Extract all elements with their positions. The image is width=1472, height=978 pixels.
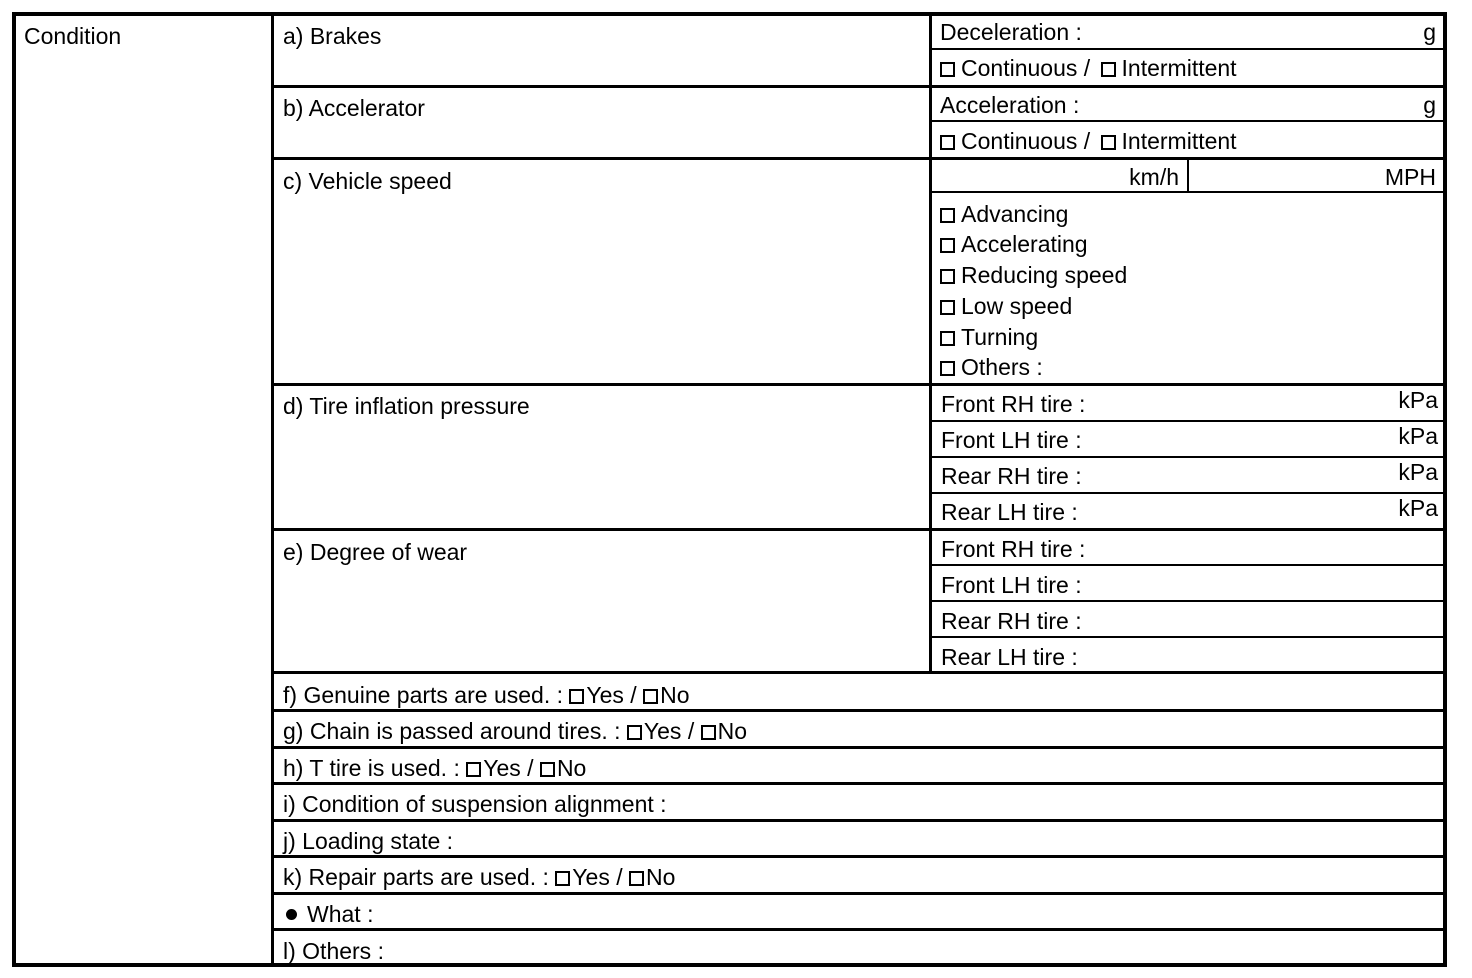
t-tire-label: h) T tire is used. : xyxy=(283,755,460,781)
accelerator-label: b) Accelerator xyxy=(283,95,425,121)
hline-accel-sub xyxy=(929,120,1447,122)
accel-intermittent-checkbox[interactable] xyxy=(1101,135,1116,150)
repair-yes-checkbox[interactable] xyxy=(555,871,570,886)
hline-after-brakes xyxy=(271,85,1447,88)
pressure-rear-rh-unit: kPa xyxy=(1398,459,1438,485)
hline-after-genuine xyxy=(271,709,1447,712)
wear-front-lh-label: Front LH tire : xyxy=(941,572,1082,598)
advancing-checkbox[interactable] xyxy=(940,208,955,223)
hline-pressure-3 xyxy=(929,492,1447,494)
low-speed-checkbox[interactable] xyxy=(940,300,955,315)
brakes-intermittent-label: Intermittent xyxy=(1121,55,1237,81)
low-speed-label: Low speed xyxy=(961,293,1073,319)
genuine-no-label: No xyxy=(660,682,690,708)
acceleration-label: Acceleration : xyxy=(940,92,1080,118)
suspension-label: i) Condition of suspension alignment : xyxy=(283,791,667,817)
speed-others-checkbox[interactable] xyxy=(940,361,955,376)
others-label: l) Others : xyxy=(283,938,384,964)
hline-wear-2 xyxy=(929,600,1447,602)
hline-after-chain xyxy=(271,746,1447,749)
hline-wear-1 xyxy=(929,564,1447,566)
chain-no-label: No xyxy=(717,718,748,744)
repair-yes-label: Yes / xyxy=(572,864,623,890)
hline-after-repair xyxy=(271,892,1447,895)
hline-pressure-2 xyxy=(929,456,1447,458)
wear-label: e) Degree of wear xyxy=(283,539,468,565)
hline-brakes-sub xyxy=(929,48,1447,50)
tire-pressure-label: d) Tire inflation pressure xyxy=(283,393,530,419)
t-tire-yes-checkbox[interactable] xyxy=(466,762,481,777)
hline-speed-sub xyxy=(929,191,1447,193)
wear-front-rh-label: Front RH tire : xyxy=(941,536,1086,562)
speed-option-turning xyxy=(940,323,1038,351)
divider-condition-column xyxy=(271,12,274,967)
brakes-mode-row xyxy=(940,54,1237,82)
brakes-label: a) Brakes xyxy=(283,23,382,49)
repair-parts-label: k) Repair parts are used. : xyxy=(283,864,549,890)
chain-yes-checkbox[interactable] xyxy=(627,725,642,740)
brakes-intermittent-checkbox[interactable] xyxy=(1101,62,1116,77)
speed-option-others xyxy=(940,353,1043,381)
hline-pressure-1 xyxy=(929,420,1447,422)
deceleration-unit: g xyxy=(1423,19,1436,45)
chain-no-checkbox[interactable] xyxy=(701,725,716,740)
accel-continuous-label: Continuous / xyxy=(961,128,1091,154)
speed-option-accelerating xyxy=(940,230,1088,258)
what-row xyxy=(286,900,373,928)
genuine-yes-label: Yes / xyxy=(586,682,637,708)
accel-intermittent-label: Intermittent xyxy=(1121,128,1237,154)
speed-option-advancing xyxy=(940,200,1068,228)
acceleration-unit: g xyxy=(1423,92,1436,118)
hline-after-wear xyxy=(271,671,1447,674)
hline-after-accelerator xyxy=(271,157,1447,160)
turning-checkbox[interactable] xyxy=(940,331,955,346)
vehicle-speed-label: c) Vehicle speed xyxy=(283,168,452,194)
genuine-yes-checkbox[interactable] xyxy=(569,689,584,704)
pressure-front-lh-label: Front LH tire : xyxy=(941,427,1082,453)
repair-no-checkbox[interactable] xyxy=(629,871,644,886)
t-tire-no-checkbox[interactable] xyxy=(540,762,555,777)
t-tire-row xyxy=(283,754,586,782)
wear-rear-lh-label: Rear LH tire : xyxy=(941,644,1078,670)
condition-label: Condition xyxy=(24,23,122,49)
hline-after-what xyxy=(271,928,1447,931)
genuine-no-checkbox[interactable] xyxy=(643,689,658,704)
hline-wear-3 xyxy=(929,636,1447,638)
hline-after-speed xyxy=(271,383,1447,386)
bullet-icon xyxy=(286,909,297,920)
speed-unit-kmh: km/h xyxy=(1129,164,1179,190)
t-tire-no-label: No xyxy=(556,755,587,781)
hline-after-ttire xyxy=(271,782,1447,785)
advancing-label: Advancing xyxy=(961,201,1069,227)
speed-option-low xyxy=(940,292,1072,320)
repair-parts-row xyxy=(283,863,675,891)
chain-yes-label: Yes / xyxy=(643,718,695,744)
brakes-continuous-label: Continuous / xyxy=(961,55,1091,81)
pressure-rear-lh-label: Rear LH tire : xyxy=(941,499,1078,525)
t-tire-yes-label: Yes / xyxy=(483,755,534,781)
pressure-rear-rh-label: Rear RH tire : xyxy=(941,463,1082,489)
loading-label: j) Loading state : xyxy=(283,828,454,854)
divider-value-column xyxy=(929,12,932,673)
pressure-front-rh-label: Front RH tire : xyxy=(941,391,1086,417)
accelerating-checkbox[interactable] xyxy=(940,238,955,253)
hline-after-pressure xyxy=(271,528,1447,531)
accelerator-mode-row xyxy=(940,127,1237,155)
genuine-parts-label: f) Genuine parts are used. : xyxy=(283,682,563,708)
reducing-speed-checkbox[interactable] xyxy=(940,269,955,284)
turning-label: Turning xyxy=(961,324,1039,350)
hline-after-suspension xyxy=(271,819,1447,822)
genuine-parts-row xyxy=(283,681,690,709)
repair-no-label: No xyxy=(646,864,676,890)
chain-label: g) Chain is passed around tires. : xyxy=(283,718,621,744)
pressure-front-lh-unit: kPa xyxy=(1398,423,1438,449)
wear-rear-rh-label: Rear RH tire : xyxy=(941,608,1082,634)
speed-unit-mph: MPH xyxy=(1384,164,1436,190)
reducing-speed-label: Reducing speed xyxy=(961,262,1128,288)
what-label: What : xyxy=(307,901,374,927)
pressure-rear-lh-unit: kPa xyxy=(1398,495,1438,521)
condition-form xyxy=(12,12,1447,967)
divider-speed-units xyxy=(1187,158,1189,192)
accel-continuous-checkbox[interactable] xyxy=(940,135,955,150)
accelerating-label: Accelerating xyxy=(961,231,1088,257)
chain-row xyxy=(283,717,747,745)
brakes-continuous-checkbox[interactable] xyxy=(940,62,955,77)
speed-others-label: Others : xyxy=(961,354,1043,380)
pressure-front-rh-unit: kPa xyxy=(1398,387,1438,413)
deceleration-label: Deceleration : xyxy=(940,19,1082,45)
hline-after-loading xyxy=(271,855,1447,858)
speed-option-reducing xyxy=(940,261,1127,289)
